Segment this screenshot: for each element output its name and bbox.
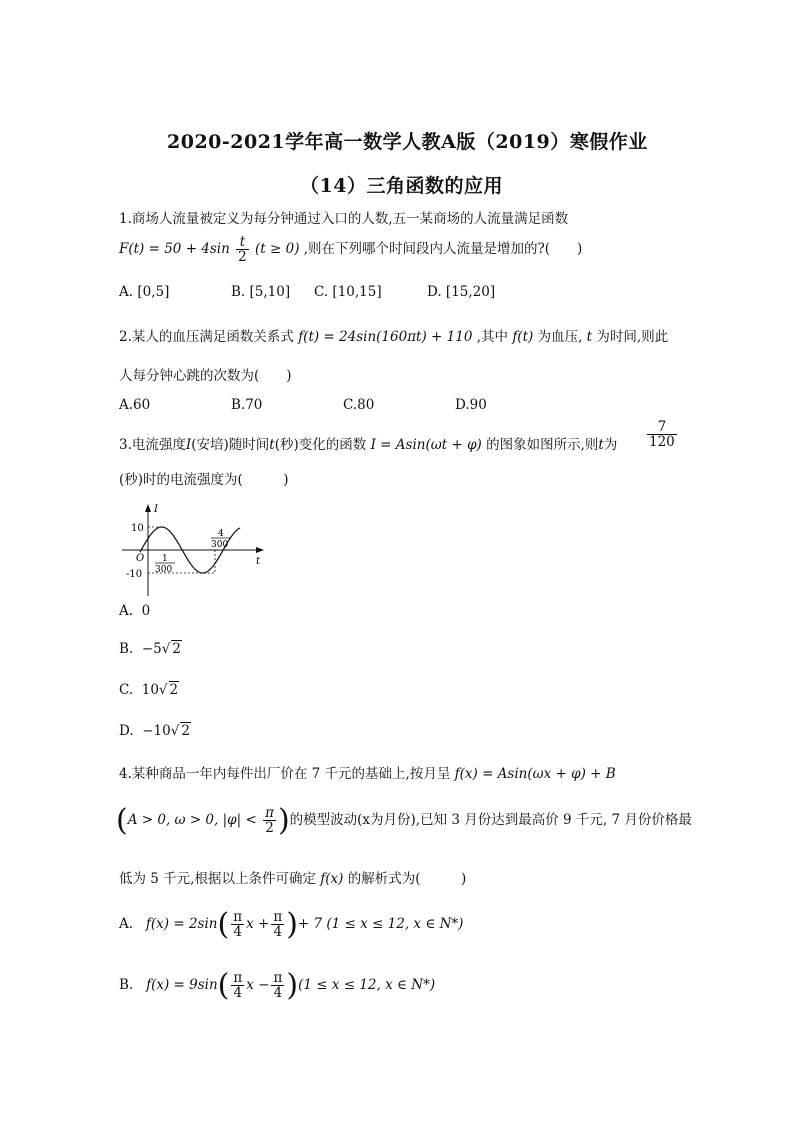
graph-x2-num: 4 bbox=[218, 529, 224, 539]
q3-option-a-label: A. bbox=[119, 603, 134, 619]
q1-text-line1: 1.商场人流量被定义为每分钟通过入口的人数,五一某商场的人流量满足函数 bbox=[119, 211, 569, 227]
q4-cond-den: 2 bbox=[265, 820, 274, 836]
q3-option-c-label: C. bbox=[119, 682, 134, 698]
q2-ft: f(t) bbox=[512, 329, 534, 345]
q3-option-b-value: −5 bbox=[141, 641, 162, 657]
q3-option-b-radicand: 2 bbox=[172, 641, 181, 657]
q4-option-a-left: f(x) = 2sin bbox=[145, 916, 218, 932]
q4-option-b: B. f(x) = 9sin( $\frac{\pi}{4}$ x − $\frac{\pi}{4}$ )(1 ≤ x ≤ 12, x ∈ N*) bbox=[119, 968, 436, 1003]
q2-mid: ,其中 bbox=[476, 329, 509, 345]
q2-formula: f(t) = 24sin(160πt) + 110 bbox=[298, 329, 473, 345]
q4-paren-open: ( bbox=[116, 803, 128, 838]
q3-mid4: 为 bbox=[603, 437, 618, 453]
q2-t: t bbox=[586, 329, 593, 345]
q4-line3-post: 的解析式为( ) bbox=[347, 871, 467, 887]
q3-option-d-value: −10 bbox=[142, 723, 171, 739]
q4-line2-post: 的模型波动(x为月份),已知 3 月份达到最高价 9 千元, 7 月份价格最 bbox=[289, 812, 692, 828]
q2-option-b: B.70 bbox=[231, 397, 263, 413]
graph-y-bottom-label: -10 bbox=[126, 569, 143, 580]
q4-a-pi2: π bbox=[273, 908, 283, 925]
q4-formula: f(x) = Asin(ωx + φ) + B bbox=[454, 766, 616, 782]
q3-formula: I = Asin(ωt + φ) bbox=[370, 437, 482, 453]
q4-cond-frac bbox=[263, 806, 276, 835]
graph-origin-label: O bbox=[136, 553, 145, 564]
q4-text-line3 bbox=[119, 867, 466, 887]
q4-fx: f(x) bbox=[320, 871, 344, 887]
q4-option-a-right: + 7 (1 ≤ x ≤ 12, x ∈ N*) bbox=[297, 916, 464, 932]
q1-option-a: A. [0,5] bbox=[119, 284, 170, 300]
q1-formula-left: F(t) = 50 + 4sin bbox=[119, 241, 230, 258]
q3-mid2: (秒)变化的函数 bbox=[274, 437, 367, 453]
q1-tail: ,则在下列哪个时间段内人流量是增加的?( ) bbox=[303, 241, 583, 258]
q2-option-a: A.60 bbox=[119, 397, 151, 413]
q2-option-d: D.90 bbox=[455, 397, 487, 413]
q3-pre: 3.电流强度 bbox=[119, 437, 186, 453]
graph-x-arrow bbox=[256, 547, 264, 553]
q4-cond-num: π bbox=[265, 804, 274, 821]
q3-option-c-radicand: 2 bbox=[169, 682, 179, 698]
q1-frac-den: 2 bbox=[238, 249, 247, 266]
page-title: 2020-2021学年高一数学人教A版（2019）寒假作业 bbox=[167, 131, 648, 153]
q2-option-c: C.80 bbox=[343, 397, 375, 413]
q3-tvar: t bbox=[269, 437, 275, 453]
q1-fraction bbox=[236, 235, 249, 264]
q3-time-fraction bbox=[645, 420, 679, 449]
q4-option-b-right: (1 ≤ x ≤ 12, x ∈ N*) bbox=[298, 977, 436, 993]
graph-x-label: t bbox=[256, 556, 261, 567]
graph-y-label: I bbox=[154, 504, 158, 515]
q3-frac-den: 120 bbox=[649, 434, 675, 451]
q4-b-pi1: π bbox=[233, 969, 243, 986]
q3-frac bbox=[647, 420, 677, 449]
q4-a-pi1: π bbox=[233, 908, 243, 925]
q3-option-d-radicand: 2 bbox=[181, 723, 190, 739]
page-subtitle: （14）三角函数的应用 bbox=[300, 175, 503, 197]
q3-frac-num: 7 bbox=[647, 420, 677, 435]
q4-a-four1: 4 bbox=[233, 924, 242, 940]
q4-pre: 4.某种商品一年内每件出厂价在 7 千元的基础上,按月呈 bbox=[119, 766, 451, 782]
graph-y-top-label: 10 bbox=[131, 523, 144, 534]
q2-post: 为血压, bbox=[537, 329, 583, 345]
q4-option-b-label: B. bbox=[119, 977, 134, 993]
q4-a-four2: 4 bbox=[273, 924, 283, 940]
q2-text-line2: 人每分钟心跳的次数为( ) bbox=[119, 368, 292, 384]
q1-option-d: D. [15,20] bbox=[427, 284, 496, 300]
q3-option-b: B. −5√ 2 bbox=[119, 641, 181, 657]
q3-tvar2: t bbox=[598, 437, 604, 453]
q1-option-b: B. [5,10] bbox=[231, 284, 291, 300]
q4-text-line2 bbox=[116, 803, 692, 838]
q2-text-line1 bbox=[119, 325, 668, 345]
q3-option-d-label: D. bbox=[119, 723, 134, 739]
q3-option-c-value: 10 bbox=[141, 682, 159, 698]
q4-option-a-label: A. bbox=[119, 916, 134, 932]
q4-option-b-left: f(x) = 9sin bbox=[146, 977, 218, 993]
q3-text-line2: (秒)时的电流强度为( ) bbox=[119, 472, 289, 488]
graph-x2-den: 300 bbox=[211, 540, 229, 550]
graph-x1-num: 1 bbox=[162, 554, 168, 564]
graph-y-arrow bbox=[145, 504, 151, 512]
q3-option-a bbox=[119, 603, 150, 619]
q4-b-pi2: π bbox=[273, 969, 283, 986]
graph-x1-den: 300 bbox=[155, 565, 173, 575]
q3-option-b-label: B. bbox=[119, 641, 134, 657]
q2-end: 为时间,则此 bbox=[596, 329, 669, 345]
q3-option-a-value: 0 bbox=[141, 603, 151, 619]
q4-b-four2: 4 bbox=[273, 985, 283, 1001]
q4-option-b-mid: x − bbox=[246, 977, 270, 993]
q4-option-a-mid: x + bbox=[246, 916, 270, 932]
q1-formula-line bbox=[119, 235, 582, 264]
q1-frac-num: t bbox=[236, 235, 249, 250]
q4-line3-pre: 低为 5 千元,根据以上条件可确定 bbox=[119, 871, 316, 887]
q3-ivar: I bbox=[185, 437, 192, 453]
q1-option-c: C. [10,15] bbox=[314, 284, 382, 300]
q3-option-d: D. −10√ 2 bbox=[119, 723, 190, 739]
q3-mid3: 的图象如图所示,则 bbox=[486, 437, 599, 453]
q3-text-line1 bbox=[119, 433, 617, 453]
q4-b-four1: 4 bbox=[233, 985, 243, 1001]
q3-sine-graph bbox=[118, 500, 278, 600]
q4-text-line1 bbox=[119, 762, 616, 782]
q3-option-c: C. 10√ 2 bbox=[119, 682, 179, 698]
q2-pre: 2.某人的血压满足函数关系式 bbox=[119, 329, 294, 345]
q4-cond: A > 0, ω > 0, |φ| < bbox=[127, 812, 257, 828]
q4-paren-close: ) bbox=[277, 803, 290, 838]
q1-formula-right: (t ≥ 0) bbox=[255, 241, 300, 258]
q4-option-a: A. f(x) = 2sin( $\frac{\pi}{4}$ x + $\frac{\pi}{4}$ )+ 7 (1 ≤ x ≤ 12, x ∈ N*) bbox=[119, 907, 464, 942]
q3-mid1: (安培)随时间 bbox=[191, 437, 270, 453]
